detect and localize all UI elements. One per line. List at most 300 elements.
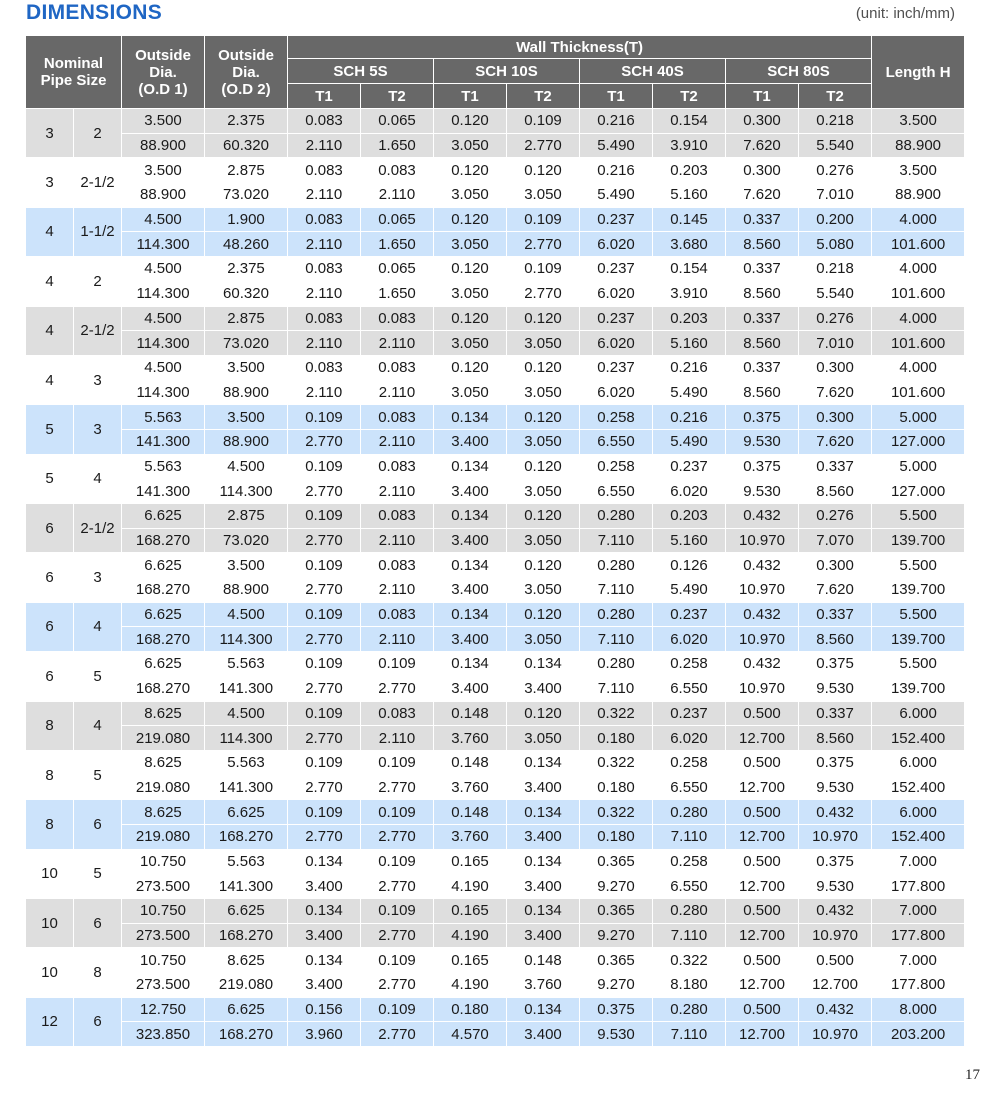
header-outside-dia-2: Outside Dia. (O.D 2) [205, 36, 288, 109]
cell-mm: 73.020 [205, 331, 288, 356]
cell-inch: 0.120 [507, 701, 580, 726]
cell-mm: 3.400 [434, 627, 507, 652]
cell-inch: 0.375 [580, 997, 653, 1022]
cell-mm: 168.270 [122, 528, 205, 553]
cell-mm: 48.260 [205, 232, 288, 257]
cell-inch: 0.134 [507, 800, 580, 825]
cell-inch: 0.134 [434, 652, 507, 677]
table-row [26, 281, 965, 306]
nominal-size-main: 10 [26, 948, 74, 997]
cell-mm: 3.680 [653, 232, 726, 257]
table-row [26, 726, 965, 751]
cell-mm: 3.400 [434, 528, 507, 553]
cell-mm: 9.530 [799, 676, 872, 701]
cell-mm: 5.490 [653, 380, 726, 405]
cell-inch: 0.280 [580, 602, 653, 627]
cell-inch: 0.109 [507, 257, 580, 282]
cell-mm: 141.300 [122, 479, 205, 504]
cell-mm: 168.270 [122, 627, 205, 652]
nominal-size-branch: 3 [74, 355, 122, 404]
cell-inch: 0.120 [507, 355, 580, 380]
cell-mm: 2.110 [288, 281, 361, 306]
cell-inch: 0.203 [653, 504, 726, 529]
cell-inch: 6.000 [872, 701, 965, 726]
cell-mm: 139.700 [872, 627, 965, 652]
cell-mm: 7.620 [799, 578, 872, 603]
cell-inch: 0.216 [580, 109, 653, 134]
cell-mm: 177.800 [872, 973, 965, 998]
table-row [26, 207, 965, 232]
cell-mm: 2.770 [361, 775, 434, 800]
cell-mm: 3.050 [507, 627, 580, 652]
cell-mm: 203.200 [872, 1022, 965, 1047]
cell-inch: 8.000 [872, 997, 965, 1022]
cell-inch: 0.134 [288, 899, 361, 924]
cell-mm: 6.020 [653, 726, 726, 751]
cell-inch: 0.120 [434, 257, 507, 282]
table-row [26, 923, 965, 948]
header-t2: T2 [361, 84, 434, 109]
cell-inch: 0.276 [799, 504, 872, 529]
cell-inch: 0.083 [361, 602, 434, 627]
cell-mm: 12.700 [726, 973, 799, 998]
cell-inch: 5.000 [872, 454, 965, 479]
cell-inch: 4.000 [872, 355, 965, 380]
table-row [26, 183, 965, 208]
cell-mm: 5.490 [580, 183, 653, 208]
cell-mm: 101.600 [872, 281, 965, 306]
cell-inch: 0.276 [799, 158, 872, 183]
cell-mm: 7.110 [653, 923, 726, 948]
cell-mm: 114.300 [122, 232, 205, 257]
nominal-size-branch: 2 [74, 109, 122, 158]
cell-mm: 152.400 [872, 824, 965, 849]
cell-inch: 0.432 [726, 553, 799, 578]
cell-inch: 0.500 [726, 800, 799, 825]
cell-inch: 0.300 [799, 405, 872, 430]
cell-mm: 5.160 [653, 183, 726, 208]
cell-mm: 2.770 [288, 726, 361, 751]
cell-inch: 4.500 [122, 306, 205, 331]
cell-inch: 1.900 [205, 207, 288, 232]
cell-inch: 0.083 [361, 405, 434, 430]
cell-inch: 0.083 [361, 701, 434, 726]
table-row [26, 553, 965, 578]
cell-inch: 0.237 [653, 602, 726, 627]
cell-mm: 7.110 [580, 676, 653, 701]
nominal-size-branch: 4 [74, 701, 122, 750]
table-row [26, 158, 965, 183]
cell-mm: 127.000 [872, 479, 965, 504]
cell-mm: 2.110 [361, 380, 434, 405]
cell-inch: 0.134 [507, 652, 580, 677]
cell-mm: 2.770 [288, 429, 361, 454]
cell-mm: 139.700 [872, 676, 965, 701]
cell-mm: 1.650 [361, 232, 434, 257]
cell-inch: 3.500 [205, 405, 288, 430]
cell-inch: 0.218 [799, 257, 872, 282]
cell-inch: 0.280 [653, 899, 726, 924]
cell-inch: 0.134 [507, 849, 580, 874]
cell-inch: 0.134 [434, 602, 507, 627]
nominal-size-main: 12 [26, 997, 74, 1046]
table-row [26, 775, 965, 800]
cell-inch: 0.165 [434, 948, 507, 973]
cell-mm: 3.050 [507, 331, 580, 356]
cell-inch: 0.237 [580, 355, 653, 380]
cell-mm: 101.600 [872, 331, 965, 356]
header-t2: T2 [799, 84, 872, 109]
cell-inch: 0.134 [288, 849, 361, 874]
cell-inch: 0.375 [799, 750, 872, 775]
table-row [26, 750, 965, 775]
cell-mm: 7.110 [580, 627, 653, 652]
cell-inch: 0.109 [361, 800, 434, 825]
cell-inch: 3.500 [872, 109, 965, 134]
cell-mm: 10.970 [726, 528, 799, 553]
cell-inch: 0.120 [507, 504, 580, 529]
cell-mm: 8.180 [653, 973, 726, 998]
table-row [26, 824, 965, 849]
cell-inch: 0.365 [580, 849, 653, 874]
cell-inch: 6.625 [205, 800, 288, 825]
cell-mm: 7.110 [580, 578, 653, 603]
cell-inch: 6.625 [122, 504, 205, 529]
table-row [26, 948, 965, 973]
cell-inch: 0.300 [799, 553, 872, 578]
header-t1: T1 [726, 84, 799, 109]
cell-mm: 6.550 [653, 874, 726, 899]
cell-mm: 10.970 [799, 824, 872, 849]
nominal-size-branch: 8 [74, 948, 122, 997]
cell-inch: 0.120 [434, 207, 507, 232]
cell-mm: 6.020 [580, 331, 653, 356]
cell-inch: 0.432 [799, 899, 872, 924]
table-row [26, 405, 965, 430]
cell-inch: 0.216 [580, 158, 653, 183]
cell-inch: 0.237 [580, 207, 653, 232]
cell-inch: 0.134 [434, 405, 507, 430]
cell-mm: 7.620 [799, 380, 872, 405]
cell-mm: 139.700 [872, 528, 965, 553]
cell-inch: 0.145 [653, 207, 726, 232]
cell-mm: 4.190 [434, 973, 507, 998]
cell-mm: 2.110 [361, 331, 434, 356]
cell-mm: 3.050 [507, 528, 580, 553]
header-length-h: Length H [872, 36, 965, 109]
cell-inch: 5.563 [205, 652, 288, 677]
cell-inch: 0.337 [726, 257, 799, 282]
table-row [26, 973, 965, 998]
cell-mm: 3.050 [434, 232, 507, 257]
cell-mm: 2.770 [361, 923, 434, 948]
table-row [26, 454, 965, 479]
cell-inch: 0.134 [434, 504, 507, 529]
cell-inch: 2.875 [205, 306, 288, 331]
cell-mm: 3.050 [434, 281, 507, 306]
nominal-size-main: 4 [26, 355, 74, 404]
cell-inch: 0.083 [361, 306, 434, 331]
cell-mm: 10.970 [726, 676, 799, 701]
cell-inch: 0.148 [434, 750, 507, 775]
cell-inch: 0.120 [507, 602, 580, 627]
cell-inch: 0.165 [434, 899, 507, 924]
cell-mm: 3.400 [507, 923, 580, 948]
cell-mm: 168.270 [205, 923, 288, 948]
cell-mm: 6.020 [580, 380, 653, 405]
cell-mm: 152.400 [872, 726, 965, 751]
table-row [26, 133, 965, 158]
cell-inch: 7.000 [872, 948, 965, 973]
cell-mm: 2.770 [288, 627, 361, 652]
cell-inch: 0.322 [653, 948, 726, 973]
header-sch-40s: SCH 40S [580, 59, 726, 84]
cell-mm: 73.020 [205, 183, 288, 208]
cell-mm: 3.760 [507, 973, 580, 998]
cell-mm: 101.600 [872, 380, 965, 405]
nominal-size-main: 6 [26, 652, 74, 701]
cell-mm: 2.770 [288, 824, 361, 849]
cell-inch: 3.500 [122, 158, 205, 183]
cell-inch: 0.083 [361, 158, 434, 183]
cell-mm: 3.050 [434, 380, 507, 405]
cell-mm: 3.910 [653, 281, 726, 306]
nominal-size-branch: 2-1/2 [74, 158, 122, 207]
cell-inch: 0.375 [799, 849, 872, 874]
cell-inch: 0.300 [726, 158, 799, 183]
cell-mm: 10.970 [726, 627, 799, 652]
cell-mm: 6.550 [653, 775, 726, 800]
cell-mm: 3.400 [434, 429, 507, 454]
cell-inch: 0.083 [288, 355, 361, 380]
cell-mm: 7.110 [653, 1022, 726, 1047]
cell-inch: 5.500 [872, 602, 965, 627]
cell-mm: 2.770 [507, 133, 580, 158]
cell-mm: 88.900 [872, 133, 965, 158]
cell-mm: 60.320 [205, 133, 288, 158]
cell-mm: 8.560 [726, 232, 799, 257]
cell-mm: 5.540 [799, 133, 872, 158]
table-row [26, 874, 965, 899]
cell-inch: 4.000 [872, 257, 965, 282]
cell-mm: 3.050 [507, 479, 580, 504]
cell-inch: 7.000 [872, 849, 965, 874]
cell-mm: 3.050 [507, 380, 580, 405]
cell-mm: 2.110 [361, 578, 434, 603]
cell-mm: 10.970 [726, 578, 799, 603]
cell-inch: 0.083 [288, 207, 361, 232]
cell-inch: 3.500 [122, 109, 205, 134]
cell-mm: 12.700 [726, 824, 799, 849]
page-number: 17 [965, 1067, 980, 1083]
cell-inch: 0.083 [288, 109, 361, 134]
cell-mm: 3.400 [507, 1022, 580, 1047]
cell-mm: 2.770 [507, 232, 580, 257]
cell-inch: 0.154 [653, 109, 726, 134]
cell-mm: 219.080 [122, 726, 205, 751]
cell-inch: 0.322 [580, 701, 653, 726]
cell-inch: 0.165 [434, 849, 507, 874]
cell-mm: 3.760 [434, 824, 507, 849]
cell-mm: 10.970 [799, 1022, 872, 1047]
table-body [26, 109, 965, 1047]
cell-mm: 8.560 [799, 479, 872, 504]
nominal-size-main: 8 [26, 701, 74, 750]
cell-mm: 6.550 [580, 479, 653, 504]
cell-inch: 4.500 [205, 454, 288, 479]
cell-mm: 8.560 [726, 380, 799, 405]
cell-mm: 8.560 [726, 281, 799, 306]
cell-mm: 114.300 [122, 380, 205, 405]
nominal-size-branch: 4 [74, 454, 122, 503]
cell-inch: 0.109 [288, 701, 361, 726]
cell-mm: 2.770 [361, 824, 434, 849]
cell-inch: 5.500 [872, 504, 965, 529]
cell-mm: 2.110 [288, 133, 361, 158]
nominal-size-main: 6 [26, 504, 74, 553]
cell-mm: 6.020 [653, 627, 726, 652]
cell-inch: 0.216 [653, 355, 726, 380]
cell-mm: 9.530 [726, 429, 799, 454]
cell-inch: 0.148 [434, 800, 507, 825]
nominal-size-main: 6 [26, 553, 74, 602]
cell-mm: 3.400 [507, 775, 580, 800]
nominal-size-branch: 5 [74, 652, 122, 701]
cell-inch: 0.109 [288, 454, 361, 479]
cell-inch: 10.750 [122, 948, 205, 973]
nominal-size-main: 8 [26, 750, 74, 799]
cell-inch: 8.625 [205, 948, 288, 973]
cell-inch: 10.750 [122, 899, 205, 924]
cell-inch: 0.432 [726, 652, 799, 677]
cell-mm: 323.850 [122, 1022, 205, 1047]
nominal-size-branch: 5 [74, 750, 122, 799]
cell-mm: 7.620 [726, 133, 799, 158]
cell-mm: 12.700 [726, 874, 799, 899]
cell-inch: 0.109 [288, 800, 361, 825]
cell-mm: 219.080 [122, 775, 205, 800]
cell-inch: 0.109 [288, 750, 361, 775]
nominal-size-main: 10 [26, 899, 74, 948]
cell-inch: 6.625 [205, 997, 288, 1022]
cell-inch: 4.500 [205, 602, 288, 627]
cell-mm: 9.530 [799, 874, 872, 899]
cell-inch: 0.083 [361, 355, 434, 380]
cell-mm: 0.180 [580, 775, 653, 800]
cell-mm: 141.300 [205, 874, 288, 899]
nominal-size-main: 3 [26, 109, 74, 158]
cell-inch: 0.065 [361, 257, 434, 282]
cell-mm: 2.110 [361, 183, 434, 208]
cell-inch: 0.432 [726, 602, 799, 627]
cell-inch: 0.156 [288, 997, 361, 1022]
table-row [26, 899, 965, 924]
cell-inch: 0.134 [434, 553, 507, 578]
cell-inch: 0.109 [361, 652, 434, 677]
cell-inch: 6.625 [122, 602, 205, 627]
cell-inch: 0.109 [288, 553, 361, 578]
cell-mm: 88.900 [122, 183, 205, 208]
cell-inch: 0.120 [507, 158, 580, 183]
cell-mm: 114.300 [122, 281, 205, 306]
cell-mm: 2.110 [288, 232, 361, 257]
cell-mm: 9.530 [799, 775, 872, 800]
cell-mm: 3.400 [434, 676, 507, 701]
cell-inch: 0.120 [507, 553, 580, 578]
cell-mm: 8.560 [799, 726, 872, 751]
cell-inch: 10.750 [122, 849, 205, 874]
cell-mm: 114.300 [122, 331, 205, 356]
cell-inch: 0.065 [361, 207, 434, 232]
cell-mm: 3.050 [434, 183, 507, 208]
cell-mm: 88.900 [122, 133, 205, 158]
cell-mm: 3.400 [288, 973, 361, 998]
header-nominal-pipe-size: Nominal Pipe Size [26, 36, 122, 109]
cell-inch: 2.875 [205, 504, 288, 529]
cell-mm: 4.190 [434, 874, 507, 899]
cell-mm: 1.650 [361, 281, 434, 306]
cell-mm: 3.760 [434, 726, 507, 751]
cell-mm: 88.900 [205, 429, 288, 454]
cell-mm: 2.770 [288, 775, 361, 800]
cell-inch: 0.337 [799, 454, 872, 479]
cell-mm: 273.500 [122, 973, 205, 998]
cell-inch: 0.203 [653, 306, 726, 331]
cell-mm: 168.270 [122, 578, 205, 603]
cell-mm: 141.300 [205, 676, 288, 701]
cell-inch: 0.300 [726, 109, 799, 134]
cell-inch: 8.625 [122, 750, 205, 775]
cell-mm: 168.270 [205, 1022, 288, 1047]
cell-inch: 0.083 [361, 553, 434, 578]
table-row [26, 429, 965, 454]
cell-mm: 5.160 [653, 528, 726, 553]
header-t1: T1 [434, 84, 507, 109]
table-row [26, 355, 965, 380]
cell-inch: 0.109 [361, 849, 434, 874]
cell-mm: 9.530 [580, 1022, 653, 1047]
cell-mm: 3.960 [288, 1022, 361, 1047]
cell-inch: 5.500 [872, 553, 965, 578]
cell-inch: 0.300 [799, 355, 872, 380]
cell-inch: 0.280 [580, 652, 653, 677]
cell-mm: 5.080 [799, 232, 872, 257]
unit-note: (unit: inch/mm) [855, 5, 955, 22]
cell-mm: 141.300 [205, 775, 288, 800]
cell-mm: 1.650 [361, 133, 434, 158]
cell-mm: 2.770 [288, 578, 361, 603]
cell-mm: 7.010 [799, 183, 872, 208]
nominal-size-main: 4 [26, 257, 74, 306]
cell-inch: 0.148 [507, 948, 580, 973]
nominal-size-main: 5 [26, 454, 74, 503]
cell-inch: 0.134 [288, 948, 361, 973]
table-row [26, 800, 965, 825]
cell-mm: 3.050 [507, 726, 580, 751]
cell-mm: 3.400 [507, 874, 580, 899]
cell-inch: 0.280 [653, 800, 726, 825]
header-sch-10s: SCH 10S [434, 59, 580, 84]
cell-inch: 0.109 [507, 109, 580, 134]
cell-mm: 2.110 [288, 183, 361, 208]
cell-mm: 6.550 [580, 429, 653, 454]
table-row [26, 528, 965, 553]
cell-inch: 0.337 [726, 207, 799, 232]
cell-inch: 0.120 [507, 405, 580, 430]
cell-mm: 2.110 [361, 479, 434, 504]
cell-mm: 73.020 [205, 528, 288, 553]
table-row [26, 701, 965, 726]
